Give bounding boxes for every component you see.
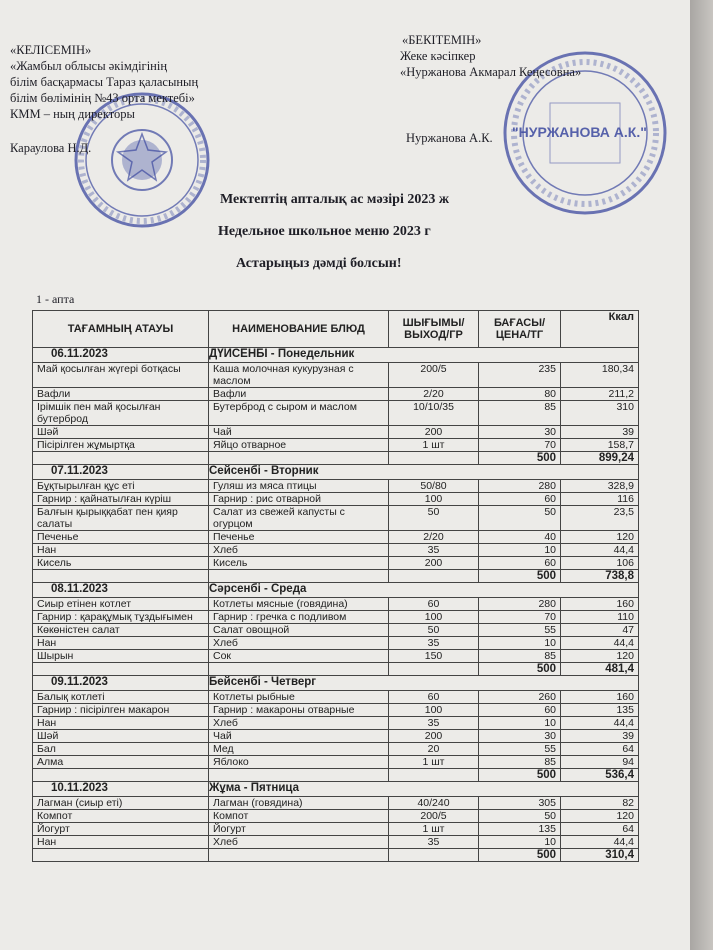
dish-kcal: 39 <box>561 730 639 743</box>
dish-price: 55 <box>479 743 561 756</box>
empty-cell <box>389 452 479 465</box>
menu-item-row <box>33 426 639 439</box>
dish-name-ru: Вафли <box>209 388 389 401</box>
dish-price: 10 <box>479 544 561 557</box>
empty-cell <box>209 452 389 465</box>
dish-portion: 100 <box>389 611 479 624</box>
approval-left-line: «Жамбыл облысы әкімдігінің <box>10 59 168 73</box>
dish-price: 235 <box>479 363 561 388</box>
dish-name-kz: Пісірілген жұмыртқа <box>33 439 209 452</box>
dish-price: 40 <box>479 531 561 544</box>
dish-price: 30 <box>479 730 561 743</box>
menu-item-row <box>33 557 639 570</box>
empty-cell <box>389 570 479 583</box>
menu-item-row <box>33 743 639 756</box>
dish-price: 60 <box>479 557 561 570</box>
day-header-row <box>33 583 639 598</box>
dish-portion: 200 <box>389 557 479 570</box>
dish-kcal: 23,5 <box>561 506 639 531</box>
dish-kcal: 106 <box>561 557 639 570</box>
menu-title-kz: Мектептің апталық ас мәзірі 2023 ж <box>220 192 450 207</box>
empty-cell <box>389 769 479 782</box>
dish-kcal: 39 <box>561 426 639 439</box>
dish-portion: 20 <box>389 743 479 756</box>
day-date: 09.11.2023 <box>33 676 209 691</box>
dish-portion: 100 <box>389 704 479 717</box>
day-header-row <box>33 782 639 797</box>
empty-cell <box>209 849 389 862</box>
dish-portion: 100 <box>389 493 479 506</box>
menu-table <box>32 310 639 862</box>
dish-name-kz: Бал <box>33 743 209 756</box>
dish-kcal: 120 <box>561 810 639 823</box>
menu-item-row <box>33 650 639 663</box>
dish-name-ru: Бутерброд с сыром и маслом <box>209 401 389 426</box>
menu-item-row <box>33 480 639 493</box>
day-name: Бейсенбі - Четверг <box>209 676 639 691</box>
empty-cell <box>33 452 209 465</box>
dish-kcal: 110 <box>561 611 639 624</box>
dish-name-ru: Салат овощной <box>209 624 389 637</box>
dish-kcal: 310 <box>561 401 639 426</box>
dish-name-ru: Кисель <box>209 557 389 570</box>
dish-name-ru: Хлеб <box>209 637 389 650</box>
day-total-row <box>33 663 639 676</box>
dish-price: 10 <box>479 717 561 730</box>
dish-name-ru: Сок <box>209 650 389 663</box>
dish-kcal: 64 <box>561 823 639 836</box>
dish-kcal: 47 <box>561 624 639 637</box>
menu-item-row <box>33 810 639 823</box>
menu-item-row <box>33 823 639 836</box>
menu-item-row <box>33 493 639 506</box>
dish-price: 10 <box>479 836 561 849</box>
dish-name-kz: Балғын қырыққабат пен қияр салаты <box>33 506 209 531</box>
approval-left-title: «КЕЛІСЕМІН» <box>10 43 92 57</box>
day-total-row <box>33 570 639 583</box>
dish-kcal: 328,9 <box>561 480 639 493</box>
dish-portion: 2/20 <box>389 388 479 401</box>
menu-item-row <box>33 691 639 704</box>
day-total-kcal: 899,24 <box>561 452 639 465</box>
empty-cell <box>33 570 209 583</box>
dish-name-kz: Компот <box>33 810 209 823</box>
menu-item-row <box>33 624 639 637</box>
dish-name-ru: Печенье <box>209 531 389 544</box>
dish-price: 85 <box>479 401 561 426</box>
dish-name-ru: Котлеты рыбные <box>209 691 389 704</box>
dish-portion: 1 шт <box>389 439 479 452</box>
day-total-kcal: 536,4 <box>561 769 639 782</box>
dish-portion: 200/5 <box>389 363 479 388</box>
dish-kcal: 94 <box>561 756 639 769</box>
empty-cell <box>33 663 209 676</box>
day-header-row <box>33 348 639 363</box>
dish-portion: 35 <box>389 544 479 557</box>
dish-name-ru: Хлеб <box>209 836 389 849</box>
approval-right-line: «Нуржанова Акмарал Кеңесовна» <box>400 65 582 79</box>
column-header: Ккал <box>561 311 639 348</box>
approval-left-line: білім бөлімінің №43 орта мектебі» <box>10 91 195 105</box>
menu-wish: Астарыңыз дәмді болсын! <box>236 256 402 271</box>
dish-price: 30 <box>479 426 561 439</box>
dish-price: 10 <box>479 637 561 650</box>
dish-portion: 2/20 <box>389 531 479 544</box>
dish-portion: 200/5 <box>389 810 479 823</box>
dish-name-kz: Нан <box>33 836 209 849</box>
dish-portion: 150 <box>389 650 479 663</box>
column-header: НАИМЕНОВАНИЕ БЛЮД <box>209 311 389 348</box>
column-header: ШЫҒЫМЫ/ ВЫХОД/ГР <box>389 311 479 348</box>
dish-kcal: 64 <box>561 743 639 756</box>
menu-item-row <box>33 506 639 531</box>
dish-kcal: 82 <box>561 797 639 810</box>
day-name: Сәрсенбі - Среда <box>209 583 639 598</box>
day-date: 06.11.2023 <box>33 348 209 363</box>
wall-background <box>690 0 713 950</box>
dish-portion: 50 <box>389 506 479 531</box>
menu-item-row <box>33 637 639 650</box>
dish-name-kz: Печенье <box>33 531 209 544</box>
dish-price: 80 <box>479 388 561 401</box>
dish-name-ru: Салат из свежей капусты с огурцом <box>209 506 389 531</box>
dish-name-ru: Мед <box>209 743 389 756</box>
dish-name-ru: Хлеб <box>209 544 389 557</box>
day-total-price: 500 <box>479 452 561 465</box>
menu-title-ru: Недельное школьное меню 2023 г <box>218 224 431 239</box>
dish-portion: 200 <box>389 730 479 743</box>
menu-item-row <box>33 730 639 743</box>
table-header-row <box>33 311 639 348</box>
approval-left-signer: Караулова Н.Д. <box>10 141 92 155</box>
dish-kcal: 158,7 <box>561 439 639 452</box>
dish-portion: 40/240 <box>389 797 479 810</box>
dish-name-kz: Вафли <box>33 388 209 401</box>
day-total-row <box>33 452 639 465</box>
empty-cell <box>33 849 209 862</box>
dish-name-kz: Кисель <box>33 557 209 570</box>
day-total-row <box>33 769 639 782</box>
day-total-kcal: 481,4 <box>561 663 639 676</box>
dish-price: 280 <box>479 598 561 611</box>
empty-cell <box>33 769 209 782</box>
empty-cell <box>389 849 479 862</box>
menu-item-row <box>33 717 639 730</box>
dish-kcal: 44,4 <box>561 717 639 730</box>
dish-name-kz: Май қосылған жүгері ботқасы <box>33 363 209 388</box>
dish-kcal: 135 <box>561 704 639 717</box>
approval-right-signer: Нуржанова А.К. <box>406 131 493 145</box>
dish-name-ru: Гуляш из мяса птицы <box>209 480 389 493</box>
dish-kcal: 180,34 <box>561 363 639 388</box>
dish-portion: 200 <box>389 426 479 439</box>
dish-portion: 60 <box>389 691 479 704</box>
day-name: Сейсенбі - Вторник <box>209 465 639 480</box>
day-header-row <box>33 676 639 691</box>
dish-name-ru: Чай <box>209 730 389 743</box>
dish-name-ru: Гарнир : макароны отварные <box>209 704 389 717</box>
dish-name-kz: Шырын <box>33 650 209 663</box>
dish-price: 60 <box>479 493 561 506</box>
dish-name-ru: Чай <box>209 426 389 439</box>
dish-name-ru: Компот <box>209 810 389 823</box>
menu-item-row <box>33 704 639 717</box>
menu-item-row <box>33 611 639 624</box>
approval-left-line: КММ – ның директоры <box>10 107 135 121</box>
dish-portion: 35 <box>389 836 479 849</box>
day-total-price: 500 <box>479 849 561 862</box>
empty-cell <box>209 663 389 676</box>
dish-portion: 35 <box>389 637 479 650</box>
dish-name-kz: Нан <box>33 544 209 557</box>
dish-price: 70 <box>479 439 561 452</box>
day-total-price: 500 <box>479 769 561 782</box>
dish-name-ru: Каша молочная кукурузная с маслом <box>209 363 389 388</box>
menu-item-row <box>33 756 639 769</box>
day-date: 08.11.2023 <box>33 583 209 598</box>
day-date: 07.11.2023 <box>33 465 209 480</box>
dish-kcal: 44,4 <box>561 544 639 557</box>
dish-name-kz: Шәй <box>33 426 209 439</box>
menu-item-row <box>33 388 639 401</box>
column-header: БАҒАСЫ/ ЦЕНА/ТГ <box>479 311 561 348</box>
dish-name-ru: Хлеб <box>209 717 389 730</box>
dish-name-kz: Көкөністен салат <box>33 624 209 637</box>
dish-kcal: 120 <box>561 531 639 544</box>
day-name: Жұма - Пятница <box>209 782 639 797</box>
dish-price: 280 <box>479 480 561 493</box>
empty-cell <box>209 570 389 583</box>
dish-name-kz: Алма <box>33 756 209 769</box>
dish-name-kz: Йогурт <box>33 823 209 836</box>
dish-name-kz: Гарнир : қарақұмық тұздығымен <box>33 611 209 624</box>
dish-name-kz: Нан <box>33 717 209 730</box>
dish-portion: 60 <box>389 598 479 611</box>
approval-right-line: Жеке кәсіпкер <box>400 49 476 63</box>
dish-portion: 50/80 <box>389 480 479 493</box>
dish-name-kz: Ірімшік пен май қосылған бутерброд <box>33 401 209 426</box>
dish-name-ru: Гарнир : рис отварной <box>209 493 389 506</box>
day-date: 10.11.2023 <box>33 782 209 797</box>
approval-left-line: білім басқармасы Тараз қаласының <box>10 75 199 89</box>
dish-price: 55 <box>479 624 561 637</box>
dish-price: 305 <box>479 797 561 810</box>
week-label: 1 - апта <box>36 292 75 306</box>
menu-item-row <box>33 836 639 849</box>
column-header: ТАҒАМНЫҢ АТАУЫ <box>33 311 209 348</box>
dish-name-ru: Котлеты мясные (говядина) <box>209 598 389 611</box>
dish-price: 85 <box>479 756 561 769</box>
empty-cell <box>389 663 479 676</box>
dish-portion: 35 <box>389 717 479 730</box>
dish-name-kz: Лагман (сиыр еті) <box>33 797 209 810</box>
day-total-price: 500 <box>479 663 561 676</box>
dish-name-ru: Йогурт <box>209 823 389 836</box>
dish-kcal: 160 <box>561 691 639 704</box>
menu-item-row <box>33 544 639 557</box>
dish-kcal: 116 <box>561 493 639 506</box>
dish-kcal: 44,4 <box>561 637 639 650</box>
dish-portion: 1 шт <box>389 756 479 769</box>
dish-name-ru: Яблоко <box>209 756 389 769</box>
dish-kcal: 44,4 <box>561 836 639 849</box>
dish-name-ru: Гарнир : гречка с подливом <box>209 611 389 624</box>
dish-price: 260 <box>479 691 561 704</box>
stamp-owner-name: "НУРЖАНОВА А.К." <box>512 124 647 140</box>
menu-item-row <box>33 401 639 426</box>
dish-price: 70 <box>479 611 561 624</box>
dish-name-kz: Сиыр етінен котлет <box>33 598 209 611</box>
dish-name-kz: Гарнир : пісірілген макарон <box>33 704 209 717</box>
dish-kcal: 211,2 <box>561 388 639 401</box>
empty-cell <box>209 769 389 782</box>
dish-name-kz: Бұқтырылған құс еті <box>33 480 209 493</box>
day-total-kcal: 310,4 <box>561 849 639 862</box>
dish-name-ru: Яйцо отварное <box>209 439 389 452</box>
dish-kcal: 160 <box>561 598 639 611</box>
dish-portion: 50 <box>389 624 479 637</box>
dish-portion: 1 шт <box>389 823 479 836</box>
dish-name-ru: Лагман (говядина) <box>209 797 389 810</box>
day-total-price: 500 <box>479 570 561 583</box>
day-total-row <box>33 849 639 862</box>
dish-name-kz: Гарнир : қайнатылған күріш <box>33 493 209 506</box>
menu-item-row <box>33 531 639 544</box>
dish-price: 85 <box>479 650 561 663</box>
dish-kcal: 120 <box>561 650 639 663</box>
dish-price: 50 <box>479 810 561 823</box>
menu-item-row <box>33 598 639 611</box>
day-total-kcal: 738,8 <box>561 570 639 583</box>
menu-item-row <box>33 363 639 388</box>
dish-portion: 10/10/35 <box>389 401 479 426</box>
menu-item-row <box>33 439 639 452</box>
dish-name-kz: Балық котлеті <box>33 691 209 704</box>
dish-name-kz: Нан <box>33 637 209 650</box>
day-name: ДҮЙСЕНБІ - Понедельник <box>209 348 639 363</box>
approval-right-title: «БЕКІТЕМІН» <box>402 33 482 47</box>
dish-price: 135 <box>479 823 561 836</box>
menu-item-row <box>33 797 639 810</box>
dish-price: 60 <box>479 704 561 717</box>
day-header-row <box>33 465 639 480</box>
dish-name-kz: Шәй <box>33 730 209 743</box>
dish-price: 50 <box>479 506 561 531</box>
